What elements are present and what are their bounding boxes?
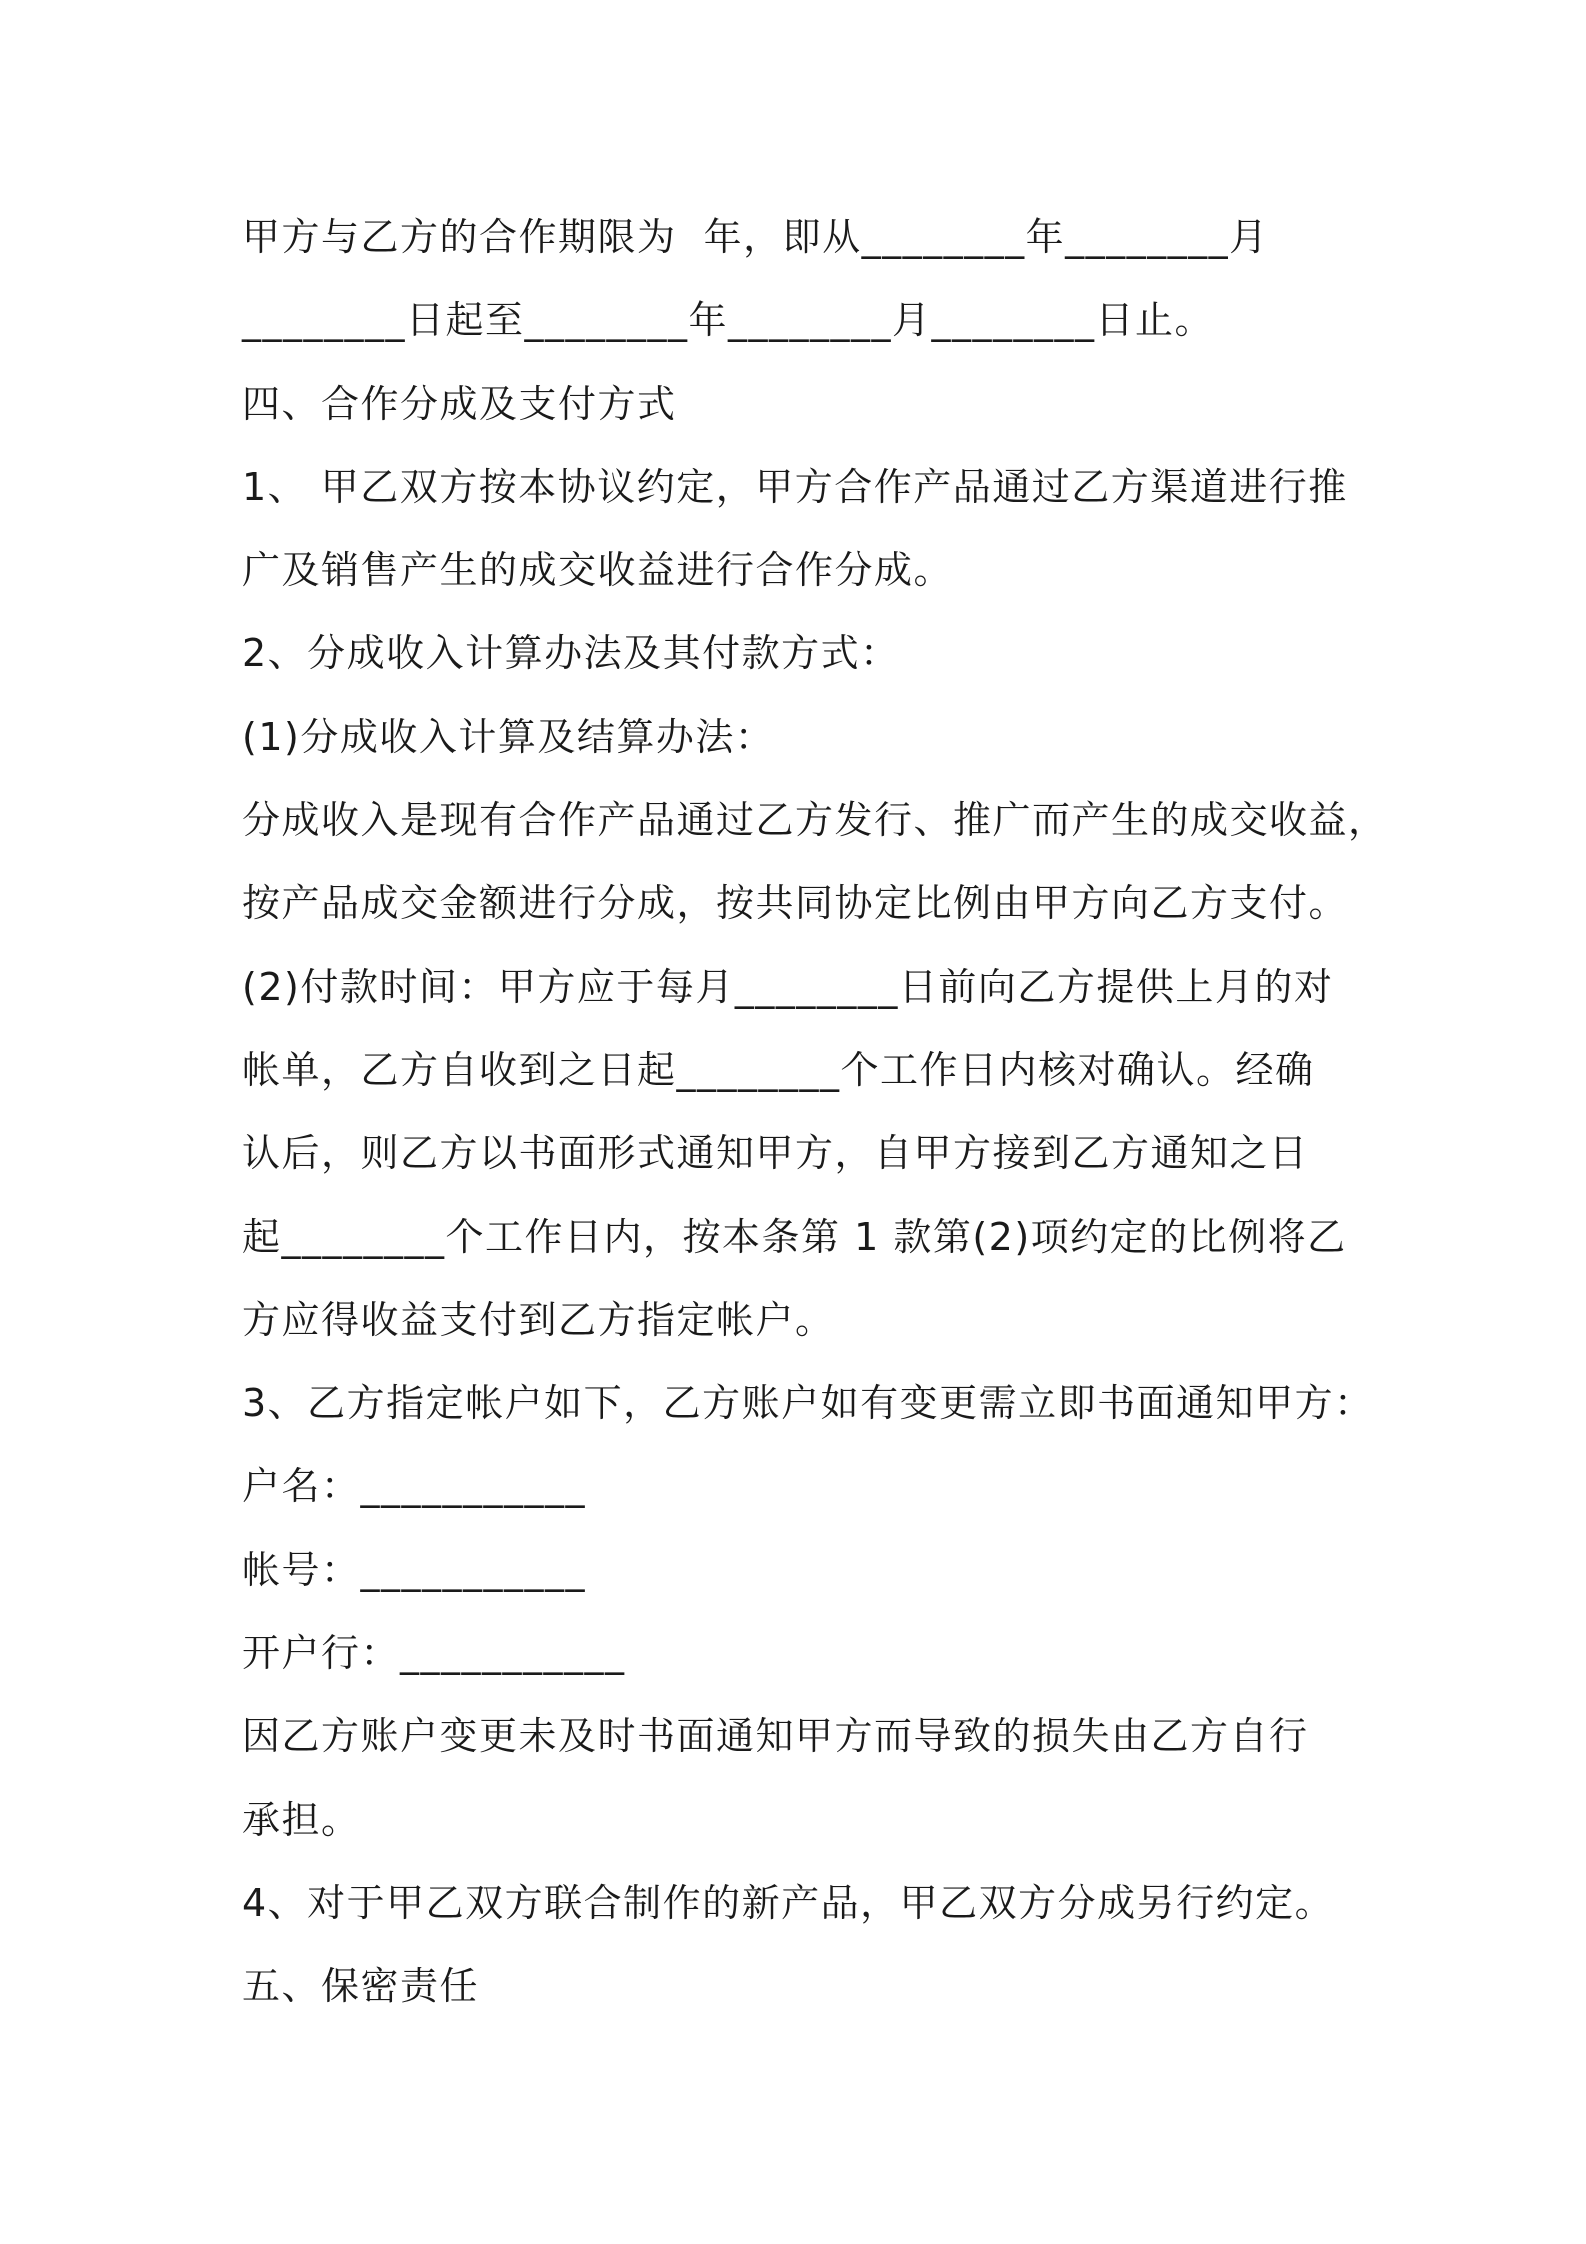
account-name-field: 户名：___________ bbox=[242, 1464, 587, 1509]
account-number-field: 帐号：___________ bbox=[242, 1547, 587, 1592]
clause-1-line-2: 广及销售产生的成交收益进行合作分成。 bbox=[242, 548, 954, 593]
clause-2-1-line-1: 分成收入是现有合作产品通过乙方发行、推广而产生的成交收益， bbox=[242, 798, 1388, 843]
cooperation-term-line-1: 甲方与乙方的合作期限为 年，即从________年________月 bbox=[242, 215, 1269, 259]
document-body bbox=[242, 196, 1388, 2029]
clause-2-2-line-2: 帐单，乙方自收到之日起________个工作日内核对确认。经确 bbox=[242, 1047, 1315, 1092]
section-heading-4: 四、合作分成及支付方式 bbox=[242, 381, 677, 426]
clause-1-line-1: 1、 甲乙双方按本协议约定，甲方合作产品通过乙方渠道进行推 bbox=[242, 464, 1348, 509]
clause-2-1-line-2: 按产品成交金额进行分成，按共同协定比例由甲方向乙方支付。 bbox=[242, 881, 1349, 926]
clause-2-2-line-4: 起________个工作日内，按本条第 1 款第(2)项约定的比例将乙 bbox=[242, 1214, 1347, 1259]
clause-3-heading: 3、乙方指定帐户如下，乙方账户如有变更需立即书面通知甲方： bbox=[242, 1381, 1374, 1426]
clause-3-line-1: 因乙方账户变更未及时书面通知甲方而导致的损失由乙方自行 bbox=[242, 1714, 1309, 1759]
clause-2-heading: 2、分成收入计算办法及其付款方式： bbox=[242, 631, 900, 676]
clause-3-line-2: 承担。 bbox=[242, 1797, 361, 1842]
clause-4: 4、对于甲乙双方联合制作的新产品，甲乙双方分成另行约定。 bbox=[242, 1880, 1335, 1925]
cooperation-term-line-2: ________日起至________年________月________日止。 bbox=[242, 298, 1215, 343]
clause-2-2-line-1: (2)付款时间：甲方应于每月________日前向乙方提供上月的对 bbox=[242, 964, 1334, 1009]
bank-field: 开户行：___________ bbox=[242, 1631, 626, 1676]
clause-2-2-line-5: 方应得收益支付到乙方指定帐户。 bbox=[242, 1297, 835, 1342]
clause-2-2-line-3: 认后，则乙方以书面形式通知甲方，自甲方接到乙方通知之日 bbox=[242, 1131, 1309, 1176]
section-heading-5: 五、保密责任 bbox=[242, 1964, 480, 2009]
clause-2-1-heading: (1)分成收入计算及结算办法： bbox=[242, 714, 775, 759]
